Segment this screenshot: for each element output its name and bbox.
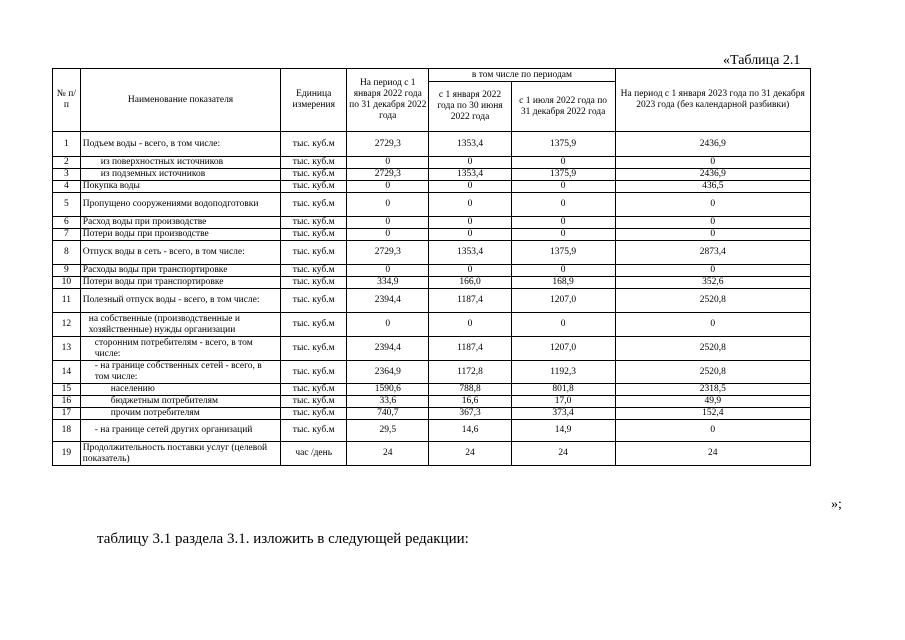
row-unit: час /день — [281, 442, 347, 466]
row-value-h2-2022: 0 — [511, 313, 615, 337]
row-indicator-name: - на границе собственных сетей - всего, в том числе: — [80, 361, 281, 384]
row-value-2023: 0 — [615, 193, 810, 217]
row-number: 8 — [53, 241, 81, 265]
row-value-h2-2022: 373,4 — [511, 408, 615, 420]
row-value-2022: 2729,3 — [347, 241, 429, 265]
row-value-h1-2022: 14,6 — [429, 420, 511, 442]
header-h2-2022: с 1 июля 2022 года по 31 декабря 2022 года — [511, 82, 615, 132]
row-number: 18 — [53, 420, 81, 442]
table-row — [53, 229, 811, 241]
row-value-2022: 2729,3 — [347, 169, 429, 181]
row-number: 3 — [53, 169, 81, 181]
closing-quote: »; — [831, 497, 842, 512]
row-value-2022: 0 — [347, 157, 429, 169]
row-value-h2-2022: 14,9 — [511, 420, 615, 442]
row-indicator-name: населению — [80, 384, 281, 396]
row-value-2022: 0 — [347, 229, 429, 241]
row-value-h1-2022: 367,3 — [429, 408, 511, 420]
row-unit: тыс. куб.м — [281, 337, 347, 361]
row-unit: тыс. куб.м — [281, 289, 347, 313]
header-num: № п/п — [53, 69, 81, 132]
table-row — [53, 289, 811, 313]
row-unit: тыс. куб.м — [281, 361, 347, 384]
row-value-h2-2022: 1192,3 — [511, 361, 615, 384]
table-row — [53, 132, 811, 157]
row-unit: тыс. куб.м — [281, 181, 347, 193]
header-period-2023: На период с 1 января 2023 года по 31 декабря 2023 года (без календарной разбивки) — [615, 69, 810, 132]
header-h1-2022: с 1 января 2022 года по 30 июня 2022 года — [429, 82, 511, 132]
row-number: 10 — [53, 277, 81, 289]
row-number: 7 — [53, 229, 81, 241]
row-value-h1-2022: 788,8 — [429, 384, 511, 396]
row-value-2022: 2394,4 — [347, 289, 429, 313]
row-value-h1-2022: 24 — [429, 442, 511, 466]
row-indicator-name: прочим потребителям — [80, 408, 281, 420]
table-row — [53, 193, 811, 217]
row-value-h1-2022: 1187,4 — [429, 337, 511, 361]
table-row — [53, 420, 811, 442]
row-value-2022: 2394,4 — [347, 337, 429, 361]
row-number: 17 — [53, 408, 81, 420]
table-row — [53, 217, 811, 229]
row-value-h2-2022: 801,8 — [511, 384, 615, 396]
row-indicator-name: Подъем воды - всего, в том числе: — [80, 132, 281, 157]
row-indicator-name: Покупка воды — [80, 181, 281, 193]
row-indicator-name: из поверхностных источников — [80, 157, 281, 169]
row-value-2023: 2318,5 — [615, 384, 810, 396]
row-value-h2-2022: 24 — [511, 442, 615, 466]
row-value-2023: 352,6 — [615, 277, 810, 289]
table-row — [53, 337, 811, 361]
row-unit: тыс. куб.м — [281, 396, 347, 408]
row-indicator-name: Расходы воды при транспортировке — [80, 265, 281, 277]
row-value-2022: 0 — [347, 193, 429, 217]
row-value-2023: 2520,8 — [615, 289, 810, 313]
table-row — [53, 277, 811, 289]
row-value-h2-2022: 0 — [511, 265, 615, 277]
row-value-h1-2022: 0 — [429, 217, 511, 229]
row-indicator-name: из подземных источников — [80, 169, 281, 181]
table-row — [53, 265, 811, 277]
row-number: 11 — [53, 289, 81, 313]
row-value-2022: 0 — [347, 181, 429, 193]
row-unit: тыс. куб.м — [281, 132, 347, 157]
row-number: 6 — [53, 217, 81, 229]
table-row — [53, 169, 811, 181]
row-unit: тыс. куб.м — [281, 229, 347, 241]
row-value-2022: 1590,6 — [347, 384, 429, 396]
row-value-2022: 2729,3 — [347, 132, 429, 157]
row-value-2022: 334,9 — [347, 277, 429, 289]
row-value-h2-2022: 168,9 — [511, 277, 615, 289]
row-unit: тыс. куб.м — [281, 313, 347, 337]
row-indicator-name: Потери воды при транспортировке — [80, 277, 281, 289]
row-unit: тыс. куб.м — [281, 277, 347, 289]
row-value-2023: 0 — [615, 420, 810, 442]
row-value-2023: 0 — [615, 265, 810, 277]
row-value-h1-2022: 1353,4 — [429, 169, 511, 181]
row-indicator-name: сторонним потребителям - всего, в том числе: — [80, 337, 281, 361]
table-row — [53, 157, 811, 169]
row-indicator-name: бюджетным потребителям — [80, 396, 281, 408]
table-row — [53, 396, 811, 408]
row-value-2023: 152,4 — [615, 408, 810, 420]
table-caption: «Таблица 2.1 — [723, 53, 801, 68]
row-value-2023: 2436,9 — [615, 132, 810, 157]
row-value-2023: 2873,4 — [615, 241, 810, 265]
row-value-2022: 29,5 — [347, 420, 429, 442]
row-value-h1-2022: 0 — [429, 181, 511, 193]
row-number: 4 — [53, 181, 81, 193]
row-value-h2-2022: 0 — [511, 157, 615, 169]
row-value-2022: 0 — [347, 217, 429, 229]
row-unit: тыс. куб.м — [281, 169, 347, 181]
row-value-h2-2022: 0 — [511, 181, 615, 193]
row-value-2023: 2436,9 — [615, 169, 810, 181]
row-value-h1-2022: 166,0 — [429, 277, 511, 289]
row-value-h1-2022: 0 — [429, 157, 511, 169]
row-value-2023: 24 — [615, 442, 810, 466]
row-value-h1-2022: 1353,4 — [429, 241, 511, 265]
row-indicator-name: Расход воды при производстве — [80, 217, 281, 229]
row-number: 13 — [53, 337, 81, 361]
row-value-2023: 49,9 — [615, 396, 810, 408]
row-value-h1-2022: 0 — [429, 229, 511, 241]
row-number: 2 — [53, 157, 81, 169]
table-row — [53, 361, 811, 384]
row-value-2023: 0 — [615, 217, 810, 229]
row-unit: тыс. куб.м — [281, 408, 347, 420]
row-value-h2-2022: 1375,9 — [511, 241, 615, 265]
row-value-2022: 0 — [347, 265, 429, 277]
row-value-2023: 2520,8 — [615, 361, 810, 384]
row-unit: тыс. куб.м — [281, 241, 347, 265]
row-value-h1-2022: 1172,8 — [429, 361, 511, 384]
row-value-h2-2022: 0 — [511, 193, 615, 217]
table-row — [53, 442, 811, 466]
header-name: Наименование показателя — [80, 69, 281, 132]
table-row — [53, 241, 811, 265]
row-value-h1-2022: 0 — [429, 265, 511, 277]
row-indicator-name: Потери воды при производстве — [80, 229, 281, 241]
row-number: 19 — [53, 442, 81, 466]
row-value-h2-2022: 1375,9 — [511, 132, 615, 157]
row-number: 1 — [53, 132, 81, 157]
row-number: 12 — [53, 313, 81, 337]
row-indicator-name: Пропущено сооружениями водоподготовки — [80, 193, 281, 217]
row-value-2023: 2520,8 — [615, 337, 810, 361]
amendment-text: таблицу 3.1 раздела 3.1. изложить в следующей редакции: — [97, 531, 469, 547]
row-indicator-name: на собственные (производственные и хозяйственные) нужды организации — [80, 313, 281, 337]
header-period-2022: На период с 1 января 2022 года по 31 декабря 2022 года — [347, 69, 429, 132]
row-unit: тыс. куб.м — [281, 384, 347, 396]
row-value-2022: 24 — [347, 442, 429, 466]
row-value-h2-2022: 1375,9 — [511, 169, 615, 181]
row-indicator-name: - на границе сетей других организаций — [80, 420, 281, 442]
row-value-h2-2022: 0 — [511, 217, 615, 229]
row-value-h1-2022: 0 — [429, 313, 511, 337]
row-value-h2-2022: 0 — [511, 229, 615, 241]
row-unit: тыс. куб.м — [281, 217, 347, 229]
row-value-2023: 436,5 — [615, 181, 810, 193]
row-value-2022: 33,6 — [347, 396, 429, 408]
water-supply-table — [52, 68, 811, 466]
row-value-2023: 0 — [615, 157, 810, 169]
row-indicator-name: Полезный отпуск воды - всего, в том числе: — [80, 289, 281, 313]
row-value-h1-2022: 1187,4 — [429, 289, 511, 313]
row-value-h1-2022: 16,6 — [429, 396, 511, 408]
row-value-2022: 2364,9 — [347, 361, 429, 384]
row-value-2023: 0 — [615, 229, 810, 241]
table-row — [53, 313, 811, 337]
table-row — [53, 408, 811, 420]
row-number: 5 — [53, 193, 81, 217]
row-number: 14 — [53, 361, 81, 384]
row-unit: тыс. куб.м — [281, 157, 347, 169]
row-unit: тыс. куб.м — [281, 193, 347, 217]
row-unit: тыс. куб.м — [281, 265, 347, 277]
row-number: 16 — [53, 396, 81, 408]
row-value-h1-2022: 0 — [429, 193, 511, 217]
row-value-h2-2022: 1207,0 — [511, 289, 615, 313]
row-value-h2-2022: 1207,0 — [511, 337, 615, 361]
table-row — [53, 384, 811, 396]
table-row — [53, 181, 811, 193]
row-value-2023: 0 — [615, 313, 810, 337]
row-value-2022: 740,7 — [347, 408, 429, 420]
header-unit: Единица измерения — [281, 69, 347, 132]
row-number: 15 — [53, 384, 81, 396]
header-including-periods: в том числе по периодам — [429, 69, 615, 82]
row-value-h1-2022: 1353,4 — [429, 132, 511, 157]
row-indicator-name: Продолжительность поставки услуг (целевой показатель) — [80, 442, 281, 466]
row-value-h2-2022: 17,0 — [511, 396, 615, 408]
row-unit: тыс. куб.м — [281, 420, 347, 442]
row-indicator-name: Отпуск воды в сеть - всего, в том числе: — [80, 241, 281, 265]
row-value-2022: 0 — [347, 313, 429, 337]
row-number: 9 — [53, 265, 81, 277]
